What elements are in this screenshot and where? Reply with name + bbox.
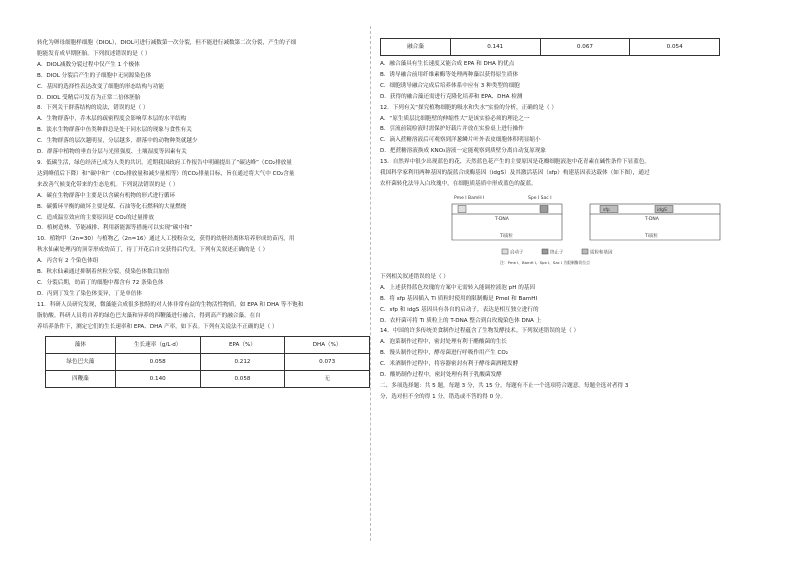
gene-vector-figure	[440, 192, 740, 272]
text-line: A．生物群落中，乔木层的疏密程度会影响草本层的水平结构	[37, 116, 187, 123]
tdna-label-right: T-DNA	[645, 216, 659, 222]
plasmid-label-left: Ti质粒	[500, 233, 513, 239]
text-line: 胞能发育成早期胚胎。下列叙述错误的是（ ）	[37, 50, 151, 57]
legend-swatch-gene	[582, 249, 588, 254]
text-line: C．分裂后期，幼苗丁的细胞中都含有 72 条染色体	[37, 279, 164, 286]
text-line: 13．自然界中很少出现蓝色的花，天然蓝色花产生的主要原因是花瓣细胞液泡中花青素在碱性条件下显蓝色。	[380, 159, 651, 166]
text-line: C．滴入蔗糖溶液后可观察到洋葱鳞片叶外表皮细胞体积明显缩小	[380, 137, 541, 144]
algae-table	[45, 336, 370, 388]
text-line: A．泡菜制作过程中，密封处理有利于醋酸菌的生长	[380, 339, 507, 346]
text-line: A．融合藻具有生长速度又能合成 EPA 和 DHA 的优点	[380, 61, 515, 67]
text-line: B．DIOL 分裂后产生的子细胞中无同源染色体	[37, 72, 152, 79]
text-line: 达到峰值后下降）和“碳中和”（CO₂排放量和减少量相等）的CO₂排量目标，旨在通过将大气中 CO₂含量	[37, 170, 295, 177]
text-line: A．碳在生物群落中主要是以含碳有机物的形式进行循环	[37, 192, 176, 199]
text-line: D．丙到丁发生了染色体变异，丁是单倍体	[37, 290, 142, 297]
table-cell: 融合藻	[381, 39, 451, 56]
text-line: 秋水仙素处理丙的顶芽形成幼苗丁，待丁开花后自交获得后代戊。下列有关叙述正确的是（ ）	[37, 247, 269, 254]
table-cell: 四鞭藻	[46, 371, 116, 388]
text-line: 脂肪酸。科研人员将自养的绿色巴夫藻和异养的四鞭藻进行融合，得到高产的融合藻。在自	[37, 312, 261, 319]
text-line: 11．科研人员研究发现，微藻能合成很多独特的对人体非常有益的生物活性物质，如 EPA 和 DHA 等不饱和	[37, 301, 304, 308]
table-row	[46, 371, 370, 388]
text-line: D．DIOL 受精后可发育为正常二倍体胚胎	[37, 94, 141, 101]
text-line: 下列相关叙述错误的是（ ）	[380, 273, 449, 280]
figure-label-left-mid: Spe I Sac I	[528, 195, 552, 201]
text-line: 分，选对但不全的得 1 分，错选或不答的得 0 分。	[380, 393, 507, 400]
plasmid-label-right: Ti质粒	[645, 233, 658, 239]
table-header-cell: DHA（%）	[285, 337, 370, 354]
text-line: C．基因的选择性表达改变了细胞的形态结构与功能	[37, 83, 164, 90]
legend-label-gene: 质粒和基因	[590, 250, 613, 256]
table-cell: 0.212	[200, 354, 285, 371]
figure-caption: 注：Pme I、BamH I、Spe I、Sac I 为限制酶切位点	[500, 259, 590, 265]
text-line: B．淡水生物群落中鱼类种群总是处于同水层的现象与食性有关	[37, 127, 192, 134]
text-line: B．将 sfp 基因插入 Ti 质粒时使用的限制酶是 PmeI 和 BamHI	[380, 295, 538, 302]
fusion-algae-row-table	[380, 38, 720, 56]
gene-label-idgs: idgS	[657, 207, 667, 213]
text-line: 转化为卵母细胞样细胞（DIOL），DIOL可进行减数第一次分裂，但不能进行减数第二次分裂，产生的子细	[37, 40, 297, 46]
text-line: 养培养条件下，测定它们的生长速率和 EPA、DHA 产率，如下表。下列有关说法不正确的是（ ）	[37, 323, 278, 330]
table-header-cell: 生长速率（g/L·d）	[115, 337, 200, 354]
table-header-cell: EPA（%）	[200, 337, 285, 354]
table-cell: 绿色巴夫藻	[46, 354, 116, 371]
text-line: D．获得的融合藻还需进行克隆化培养和 EPA、DHA 检测	[380, 93, 523, 100]
table-cell: 无	[285, 371, 370, 388]
table-header-cell: 藻体	[46, 337, 116, 354]
text-line: C．sfp 和 idgS 基因具有各自的启动子，表达是相互独立进行的	[380, 306, 539, 313]
text-line: 8．下列关于群落结构的说法，错误的是（ ）	[37, 105, 149, 112]
text-line: D．酸奶制作过程中，密封处理有利于乳酸菌发酵	[380, 372, 502, 379]
text-line: B．秋水仙素通过抑制着丝粒分裂，使染色体数目加倍	[37, 269, 170, 276]
text-line: 10．植物甲（2n=30）与植物乙（2n=16）通过人工授粉杂交，获得的幼胚经离体培养形成幼苗丙，用	[37, 236, 295, 243]
legend-label-terminator: 终止子	[550, 250, 564, 256]
table-row	[46, 354, 370, 371]
text-line: 12．下列有关“探究植物细胞的吸水和失水”实验的分析，正确的是（ ）	[380, 104, 557, 111]
legend-swatch-terminator	[542, 249, 548, 254]
table-cell: 0.067	[540, 39, 630, 56]
terminator-box	[540, 205, 548, 212]
legend-swatch-promoter	[502, 249, 508, 254]
table-cell: 0.054	[630, 39, 720, 56]
text-line: D．把蔗糖溶液换成 KNO₃溶液一定能观察到质壁分离自动复原现象	[380, 148, 547, 155]
text-line: 农杆菌转化法导入白玫瑰中，在细胞质基质中形成蓝色的靛蓝。	[380, 180, 537, 187]
text-line: D．农杆菌可将 Ti 质粒上的 T-DNA 整合到白玫瑰染色体 DNA 上	[380, 317, 542, 324]
text-line: B．碳循环平衡的破坏主要是煤、石油等化石燃料的大量燃烧	[37, 203, 187, 210]
text-line: 14．中国的许多传统美食制作过程蕴含了生物发酵技术。下列叙述错误的是（ ）	[380, 328, 580, 335]
table-header-row	[46, 337, 370, 354]
text-line: 二、多项选择题：共 5 题，每题 3 分，共 15 分。每题有不止一个选项符合题意。每题全选对者得 3	[380, 382, 629, 389]
text-line: A．丙含有 2 个染色体组	[37, 258, 99, 265]
text-line: D．群落中植物的垂直分层与光照强度、土壤湿度等因素有关	[37, 149, 187, 156]
text-line: B．引流前镜检液时需保护好载片并放在实验桌上进行操作	[380, 126, 524, 133]
text-line: B．馒头制作过程中，酵母菌进行呼吸作用产生 CO₂	[380, 350, 509, 357]
text-line: A．上述获得蓝色玫瑰的方案中无需转入能调控液泡 pH 的基因	[380, 284, 535, 291]
text-line: A．DIOL减数分裂过程中仅产生 1 个极体	[37, 61, 140, 68]
left-column	[37, 38, 387, 388]
text-line: 来改善气候变化带来的生态危机。下列说法错误的是（ ）	[37, 181, 179, 188]
figure-label-left-top: Pme I BamH I	[454, 195, 485, 201]
table-cell: 0.073	[285, 354, 370, 371]
text-line: B．诱导融合前用纤维素酶等处理两种藻以获得原生质体	[380, 71, 519, 78]
promoter-box	[458, 205, 466, 212]
text-line: A．“原生质层比细胞壁的伸缩性大”是该实验必须的理论之一	[380, 115, 530, 122]
text-line: C．生物群落的层次越明显，分层越多，群落中的动物种类就越少	[37, 138, 198, 145]
text-line: D．植树造林、节能减排、利用新能源等措施可以实现“碳中和”	[37, 225, 193, 232]
text-line: C．细胞诱导融合完成后培养体系中应有 3 种类型的细胞	[380, 82, 520, 89]
legend-label-promoter: 启动子	[510, 250, 524, 256]
table-cell: 0.141	[450, 39, 540, 56]
gene-label-sfp: sfp	[603, 207, 610, 213]
text-line: 9．低碳生活，绿色经济已成为人类的共识。近期我国政府工作报告中明确提出了“碳达峰”（CO₂排放量	[37, 159, 292, 166]
table-cell: 0.058	[200, 371, 285, 388]
table-cell: 0.140	[115, 371, 200, 388]
text-line: C．米酒制作过程中，将容器密封有利于酵母菌酒精发酵	[380, 361, 519, 368]
table-cell: 0.058	[115, 354, 200, 371]
right-column	[380, 38, 748, 403]
tdna-label-left: T-DNA	[495, 216, 509, 222]
text-line: 我国科学家利用两种基因的靛蓝合成酶基因（idgS）及其激活基因（sfp）构建基因表达载体（如下图），通过	[380, 170, 650, 177]
text-line: C．造成温室效应的主要原因是 CO₂的过量排放	[37, 214, 154, 221]
table-row	[381, 39, 720, 56]
